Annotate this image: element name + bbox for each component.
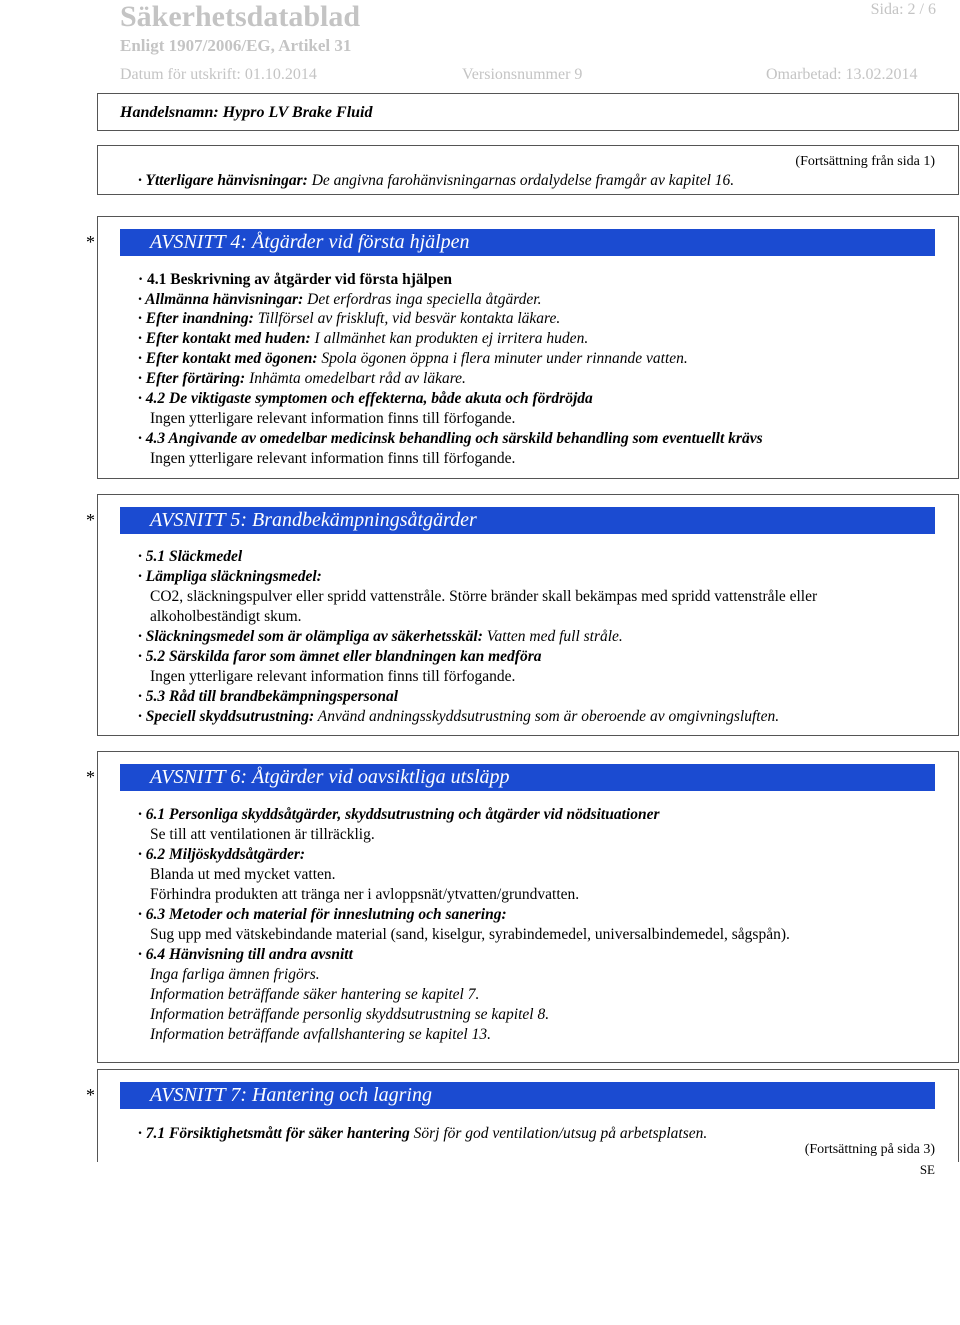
further-references: [138, 171, 734, 191]
section6-line-6-2-text: Blanda ut med mycket vatten.: [150, 866, 336, 883]
section5-protective-text: Använd andningsskyddsutrustning som är oberoende av omgivningsluften.: [314, 708, 780, 725]
section6-line-6-4-text-4: Information beträffande avfallshantering se kapitel 13.: [150, 1026, 491, 1043]
section5-unsuitable: [138, 627, 623, 647]
continued-to: (Fortsättning på sida 3): [804, 1142, 935, 1157]
header-rule-bottom: [97, 130, 959, 131]
section5-unsuitable-text: Vatten med full stråle.: [482, 628, 623, 645]
section4-line-4-2: · 4.2 De viktigaste symptomen och effekterna, både akuta och fördröjda: [138, 390, 593, 407]
document-title: Säkerhetsdatablad: [120, 0, 361, 33]
section6-line-6-4: · 6.4 Hänvisning till andra avsnitt: [138, 946, 353, 963]
continued-from: (Fortsättning från sida 1): [795, 154, 935, 169]
section4-general-text: Det erfordras inga speciella åtgärder.: [303, 291, 542, 308]
header-rule-right: [958, 93, 959, 131]
section4-inhalation-text: Tillförsel av friskluft, vid besvär kontakta läkare.: [253, 310, 561, 327]
page-number: Sida: 2 / 6: [870, 1, 936, 18]
section4-general-label: · Allmänna hänvisningar:: [138, 291, 304, 308]
section6-line-6-2-text-2: Förhindra produkten att tränga ner i avloppsnät/ytvatten/grundvatten.: [150, 886, 580, 903]
section5-suitable: · Lämpliga släckningsmedel:: [138, 568, 322, 585]
section4-skin: [138, 329, 588, 349]
section4-skin-text: I allmänhet kan produkten ej irritera huden.: [310, 330, 589, 347]
section4-heading: AVSNITT 4: Åtgärder vid första hjälpen: [120, 229, 935, 256]
section5-suitable-text: CO2, släckningspulver eller spridd vattenstråle. Större bränder skall bekämpas med spridd vattenstråle eller: [150, 588, 818, 605]
section4-line-4-3: · 4.3 Angivande av omedelbar medicinsk behandling och särskild behandling som eventuellt krävs: [138, 430, 763, 447]
section5-heading: AVSNITT 5: Brandbekämpningsåtgärder: [120, 507, 935, 534]
section5-protective: [138, 707, 779, 727]
section6-line-6-4-text: Inga farliga ämnen frigörs.: [150, 966, 320, 983]
section4-ingestion: [138, 369, 466, 389]
section5-line-5-1: · 5.1 Släckmedel: [138, 548, 243, 565]
section4-skin-label: · Efter kontakt med huden:: [138, 330, 311, 347]
section4-inhalation-label: · Efter inandning:: [138, 310, 254, 327]
section4-marker: *: [86, 232, 95, 252]
section4-general: [138, 290, 541, 310]
section7-line-7-1: [138, 1124, 707, 1144]
section4-ingestion-text: Inhämta omedelbart råd av läkare.: [245, 370, 466, 387]
trade-name: Handelsnamn: Hypro LV Brake Fluid: [120, 104, 373, 121]
further-references-label: · Ytterligare hänvisningar:: [138, 172, 308, 189]
revised-date: Omarbetad: 13.02.2014: [766, 66, 918, 83]
section6-line-6-2: · 6.2 Miljöskyddsåtgärder:: [138, 846, 306, 863]
section4-line-4-3-text: Ingen ytterligare relevant information finns till förfogande.: [150, 450, 516, 467]
document-subtitle: Enligt 1907/2006/EG, Artikel 31: [120, 36, 352, 55]
section4-eyes: [138, 349, 688, 369]
section5-protective-label: · Speciell skyddsutrustning:: [138, 708, 315, 725]
section5-line-5-2-text: Ingen ytterligare relevant information finns till förfogande.: [150, 668, 516, 685]
section6-line-6-4-text-2: Information beträffande säker hantering se kapitel 7.: [150, 986, 480, 1003]
section4-line-4-1: · 4.1 Beskrivning av åtgärder vid första hjälpen: [138, 271, 453, 288]
version-number: Versionsnummer 9: [462, 66, 583, 83]
section4-eyes-label: · Efter kontakt med ögonen:: [138, 350, 318, 367]
section6-line-6-3: · 6.3 Metoder och material för inneslutning och sanering:: [138, 906, 507, 923]
section5-line-5-2: · 5.2 Särskilda faror som ämnet eller blandningen kan medföra: [138, 648, 542, 665]
print-date: Datum för utskrift: 01.10.2014: [120, 66, 317, 83]
section5-unsuitable-label: · Släckningsmedel som är olämpliga av säkerhetsskäl:: [138, 628, 483, 645]
section4-ingestion-label: · Efter förtäring:: [138, 370, 246, 387]
further-references-text: De angivna farohänvisningarnas ordalydelse framgår av kapitel 16.: [307, 172, 735, 189]
section4-inhalation: [138, 309, 560, 329]
section7-marker: *: [86, 1085, 95, 1105]
section6-heading: AVSNITT 6: Åtgärder vid oavsiktliga utsläpp: [120, 764, 935, 791]
section7-heading: AVSNITT 7: Hantering och lagring: [120, 1082, 935, 1109]
section7-line-7-1-label: · 7.1 Försiktighetsmått för säker hantering: [138, 1125, 410, 1142]
country-code: SE: [919, 1162, 935, 1177]
section6-line-6-1: · 6.1 Personliga skyddsåtgärder, skyddsutrustning och åtgärder vid nödsituationer: [138, 806, 660, 823]
section4-line-4-2-text: Ingen ytterligare relevant information finns till förfogande.: [150, 410, 516, 427]
section5-suitable-text-2: alkoholbeständigt skum.: [150, 608, 302, 625]
section7-line-7-1-text: Sörj för god ventilation/utsug på arbetsplatsen.: [409, 1125, 708, 1142]
header-rule-left: [97, 93, 98, 131]
section6-line-6-1-text: Se till att ventilationen är tillräcklig.: [150, 826, 375, 843]
header-rule-top: [97, 93, 959, 94]
section6-marker: *: [86, 767, 95, 787]
section6-line-6-3-text: Sug upp med vätskebindande material (sand, kiselgur, syrabindemedel, universalbindemedel, sågspån).: [150, 926, 790, 943]
section4-eyes-text: Spola ögonen öppna i flera minuter under rinnande vatten.: [317, 350, 688, 367]
section5-line-5-3: · 5.3 Råd till brandbekämpningspersonal: [138, 688, 399, 705]
section5-marker: *: [86, 510, 95, 530]
section6-line-6-4-text-3: Information beträffande personlig skyddsutrustning se kapitel 8.: [150, 1006, 550, 1023]
